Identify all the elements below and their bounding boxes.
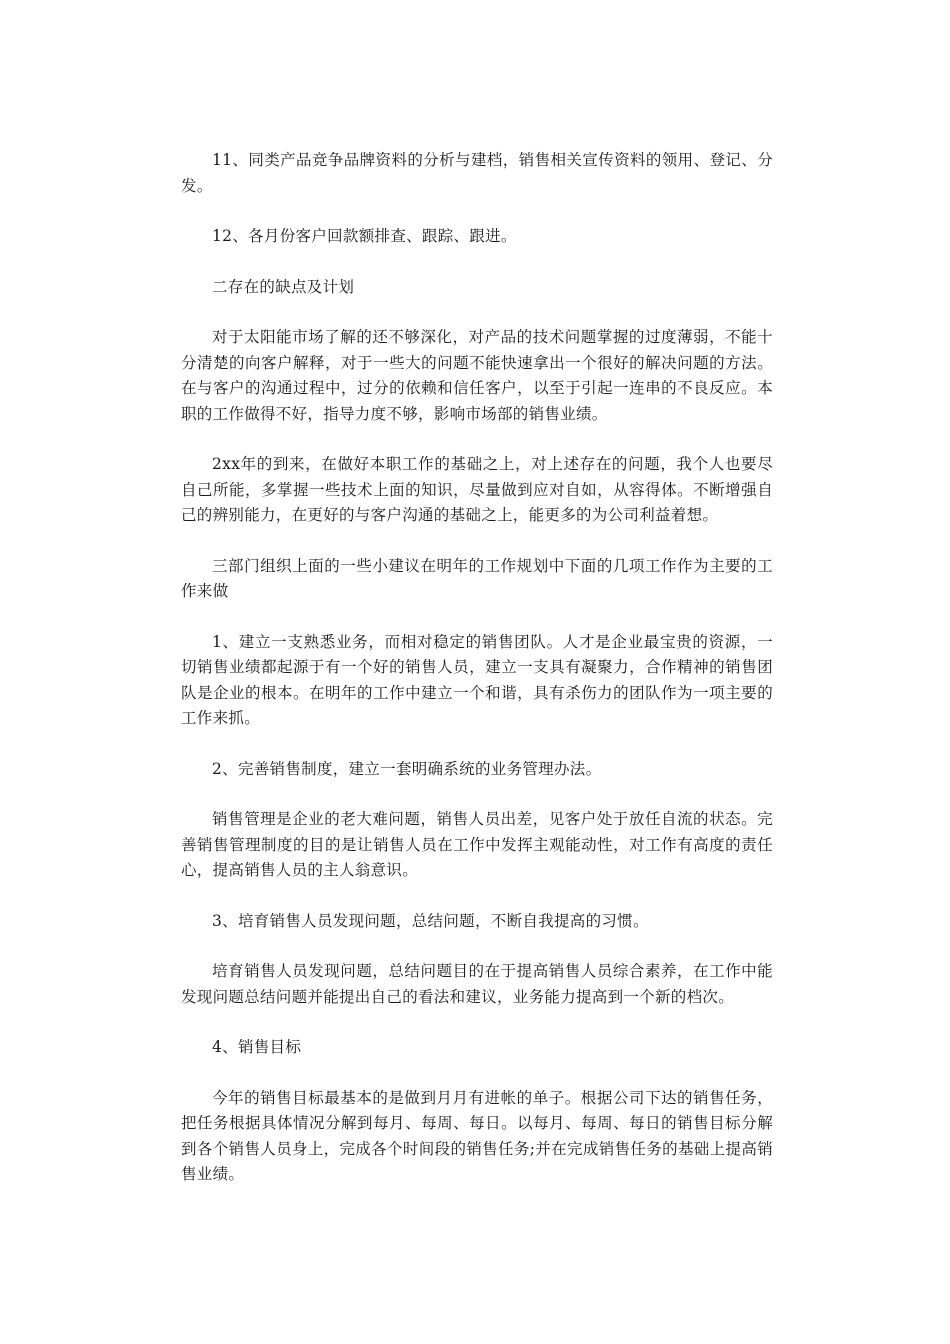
paragraph-target-heading: 4、销售目标 bbox=[212, 1038, 302, 1056]
document-body bbox=[181, 148, 773, 1213]
paragraph-team: 1、建立一支熟悉业务，而相对稳定的销售团队。人才是企业最宝贵的资源，一切销售业绩都起源于有一个好的销售人员，建立一支具有凝聚力，合作精神的销售团队是企业的根本。在明年的工作中建立一个和谐，具有杀伤力的团队作为一项主要的工作来抓。 bbox=[181, 632, 773, 727]
paragraph-target: 今年的销售目标最基本的是做到月月有进帐的单子。根据公司下达的销售任务，把任务根据具体情况分解到每月、每周、每日。以每月、每周、每日的销售目标分解到各个销售人员身上，完成各个时间段的销售任务;并在完成销售任务的基础上提高销售业绩。 bbox=[181, 1088, 773, 1183]
paragraph-item-12: 12、各月份客户回款额排查、跟踪、跟进。 bbox=[212, 227, 517, 245]
section-heading-shortcomings: 二存在的缺点及计划 bbox=[212, 277, 355, 296]
paragraph-habits: 培育销售人员发现问题，总结问题目的在于提高销售人员综合素养，在工作中能发现问题总结问题并能提出自己的看法和建议，业务能力提高到一个新的档次。 bbox=[181, 962, 773, 1006]
paragraph-plan: 2xx年的到来，在做好本职工作的基础之上，对上述存在的问题，我个人也要尽自己所能，多掌握一些技术上面的知识，尽量做到应对自如，从容得体。不断增强自己的辨别能力，在更好的与客户沟通的基础之上，能更多的为公司利益着想。 bbox=[181, 455, 773, 524]
paragraph-management: 销售管理是企业的老大难问题，销售人员出差，见客户处于放任自流的状态。完善销售管理制度的目的是让销售人员在工作中发挥主观能动性，对工作有高度的责任心，提高销售人员的主人翁意识。 bbox=[181, 810, 773, 879]
paragraph-item-11: 11、同类产品竞争品牌资料的分析与建档，销售相关宣传资料的领用、登记、分发。 bbox=[181, 151, 773, 195]
paragraph-habits-heading: 3、培育销售人员发现问题，总结问题，不断自我提高的习惯。 bbox=[212, 911, 649, 930]
paragraph-shortcomings: 对于太阳能市场了解的还不够深化，对产品的技术问题掌握的过度薄弱，不能十分清楚的向客户解释，对于一些大的问题不能快速拿出一个很好的解决问题的方法。在与客户的沟通过程中，过分的依赖和信任客户，以至于引起一连串的不良反应。本职的工作做得不好，指导力度不够，影响市场部的销售业绩。 bbox=[181, 328, 773, 423]
paragraph-system-heading: 2、完善销售制度，建立一套明确系统的业务管理办法。 bbox=[212, 759, 602, 778]
section-heading-suggestions: 三部门组织上面的一些小建议在明年的工作规划中下面的几项工作作为主要的工作来做 bbox=[181, 556, 773, 600]
